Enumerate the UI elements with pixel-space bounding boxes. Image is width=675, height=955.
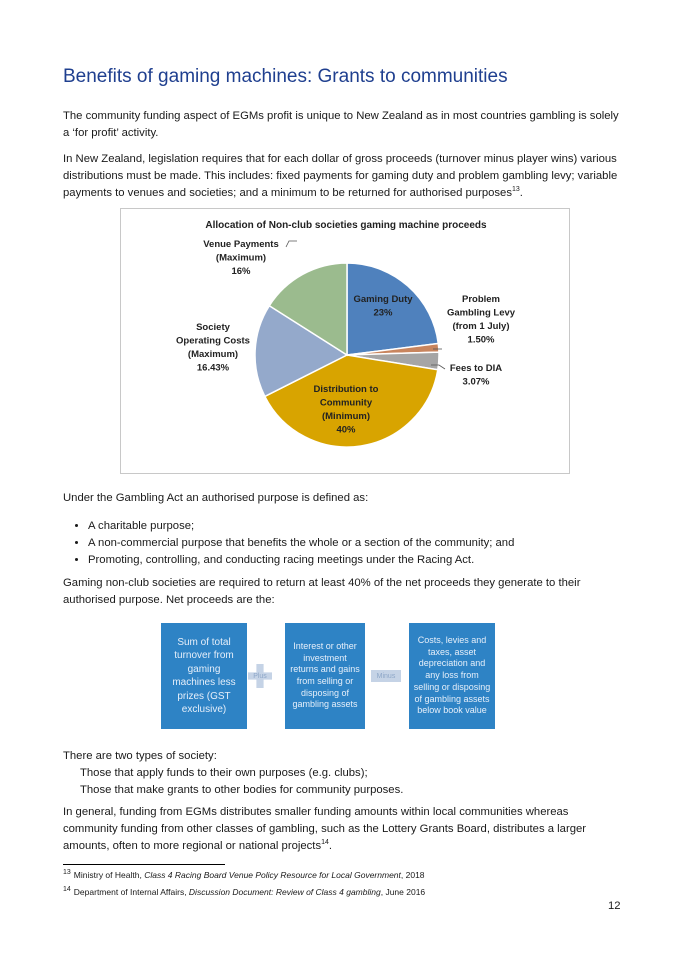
minus-label: Minus bbox=[376, 672, 396, 680]
funding-paragraph: In general, funding from EGMs distributes smaller funding amounts within local communities whereas community funding from other classes of gambling, such as the Lottery Grants Board, distributes a larger amounts, often to more regional or national projects$^{14}$. bbox=[63, 806, 587, 852]
slice-label-community: Distribution to Community (Minimum) 40% bbox=[313, 384, 379, 436]
pie-chart-svg bbox=[121, 209, 571, 475]
legislation-text: In New Zealand, legislation requires that for each dollar of gross proceeds (turnover minus player wins) various distributions must be made. This includes: fixed payments for gaming duty and problem gambling levy; variable payments to venues and societies; and a minimum to be returned for authorised purposes bbox=[63, 153, 618, 199]
footnote-title: Discussion Document: Review of Class 4 gambling bbox=[188, 887, 381, 897]
plus-label: Plus bbox=[253, 672, 267, 680]
footnote-text: , 2018 bbox=[400, 870, 425, 880]
footnote-text: , June 2016 bbox=[380, 887, 426, 897]
footnote-14 bbox=[63, 887, 425, 898]
diagram-box-costs: Costs, levies and taxes, asset depreciation and any loss from selling or disposing of gambling assets below book value bbox=[409, 623, 495, 729]
list-item: • A non-commercial purpose that benefits the whole or a section of the community; and bbox=[88, 535, 514, 552]
page-title: Benefits of gaming machines: Grants to communities bbox=[63, 66, 508, 87]
slice-label-society: Society Operating Costs (Maximum) 16.43% bbox=[176, 322, 250, 374]
list-item: • A charitable purpose; bbox=[88, 518, 514, 535]
footnote-ref-13: 13 bbox=[512, 186, 520, 194]
footnote-divider bbox=[63, 864, 225, 865]
page-number: 12 bbox=[608, 900, 621, 912]
footnote-number: 14 bbox=[63, 886, 71, 894]
intro-paragraph: The community funding aspect of EGMs profit is unique to New Zealand as in most countries gambling is solely a ‘for profit’ activity. bbox=[63, 110, 619, 139]
footnote-text: Ministry of Health, bbox=[73, 870, 145, 880]
legislation-paragraph: In New Zealand, legislation requires that for each dollar of gross proceeds (turnover minus player wins) various distributions must be made. This includes: fixed payments for gaming duty and problem gambling levy; variable payments to venues and societies; and a minimum to be returned for authorised purposes$^{13}$. bbox=[63, 153, 618, 199]
footnote-13 bbox=[63, 870, 425, 881]
list-item: • Promoting, controlling, and conducting racing meetings under the Racing Act. bbox=[88, 552, 514, 569]
society-type-item: Those that apply funds to their own purposes (e.g. clubs); bbox=[80, 767, 368, 779]
footnote-ref-14: 14 bbox=[321, 839, 329, 847]
net-proceeds-paragraph: Gaming non-club societies are required to return at least 40% of the net proceeds they generate to their authorised purpose. Net proceeds are the: bbox=[63, 577, 581, 606]
slice-label-dia: Fees to DIA 3.07% bbox=[449, 363, 503, 388]
diagram-box-turnover: Sum of total turnover from gaming machines less prizes (GST exclusive) bbox=[161, 623, 247, 729]
footnote-text: Department of Internal Affairs, bbox=[73, 887, 189, 897]
pie-slice bbox=[347, 263, 438, 355]
authorised-purpose-list bbox=[74, 518, 514, 569]
footnote-title: Class 4 Racing Board Venue Policy Resource for Local Government bbox=[144, 870, 401, 880]
slice-label-venue: Venue Payments (Maximum) 16% bbox=[203, 239, 279, 277]
footnote-number: 13 bbox=[63, 869, 71, 877]
pie-chart bbox=[120, 208, 570, 474]
slice-label-levy: Problem Gambling Levy (from 1 July) 1.50% bbox=[446, 294, 516, 346]
diagram-box-interest: Interest or other investment returns and gains from selling or disposing of gambling assets bbox=[285, 623, 365, 729]
funding-text: In general, funding from EGMs distributes smaller funding amounts within local communities whereas community funding from other classes of gambling, such as the Lottery Grants Board, distributes a larger amounts, often to more regional or national projects bbox=[63, 806, 587, 852]
society-type-item: Those that make grants to other bodies for community purposes. bbox=[80, 784, 404, 796]
society-types-intro: There are two types of society: bbox=[63, 750, 217, 762]
leader-line bbox=[286, 241, 297, 247]
slice-label-gaming-duty: Gaming Duty 23% bbox=[353, 294, 413, 319]
authorised-purpose-intro: Under the Gambling Act an authorised purpose is defined as: bbox=[63, 492, 369, 504]
chart-title: Allocation of Non-club societies gaming machine proceeds bbox=[205, 220, 487, 231]
